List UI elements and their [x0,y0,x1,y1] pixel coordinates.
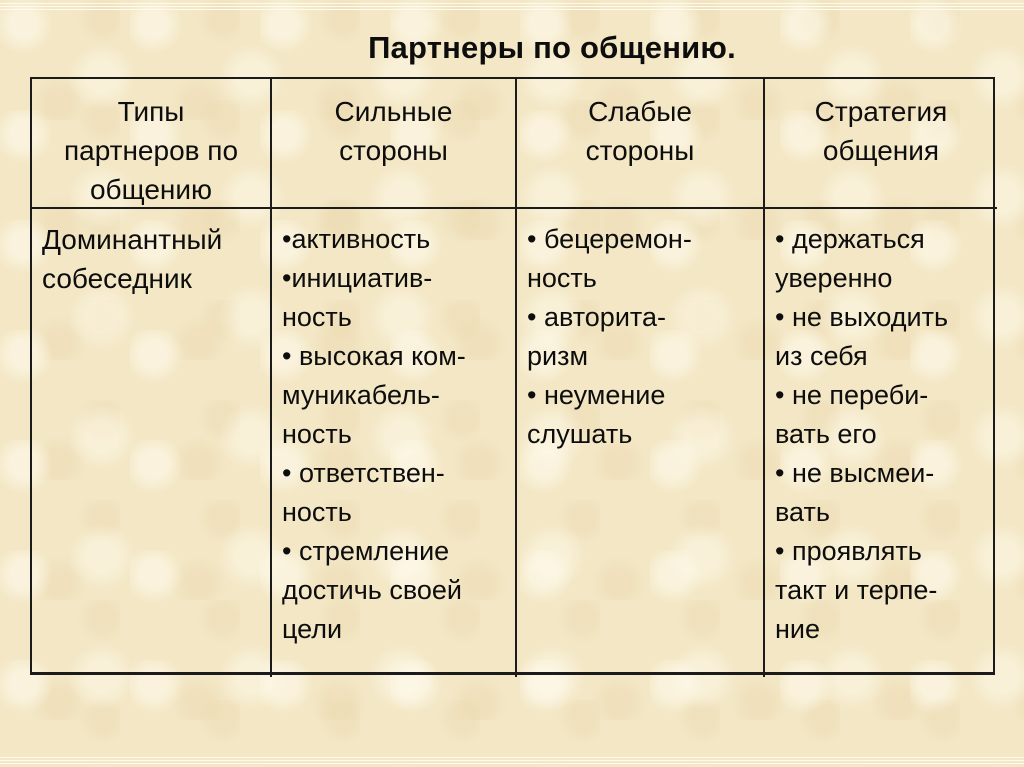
header-cell-strategy: Стратегия общения [765,79,997,209]
cell-strategy-list: • держаться уверенно • не выходить из себя • не переби- вать его • не высмеи- вать • проявлять такт и терпе- ние [775,224,949,644]
top-edge-decoration [0,2,1024,11]
cell-weaknesses-list: • бецеремон- ность • авторита- ризм • неумение слушать [517,209,765,677]
partners-table [30,77,995,675]
header-cell-strengths: Сильные стороны [272,79,517,209]
cell-strengths-list: •активность •инициатив- ность • высокая ком- муникабель- ность • ответствен- ность • стремление достичь своей цели [272,209,517,677]
header-cell-partner-types: Типы партнеров по общению [32,79,272,209]
slide-title: Партнеры по общению. [368,30,736,65]
cell-partner-type: Доминантный собеседник [32,209,272,677]
header-cell-weaknesses: Слабые стороны [517,79,765,209]
bottom-edge-decoration [0,756,1024,765]
